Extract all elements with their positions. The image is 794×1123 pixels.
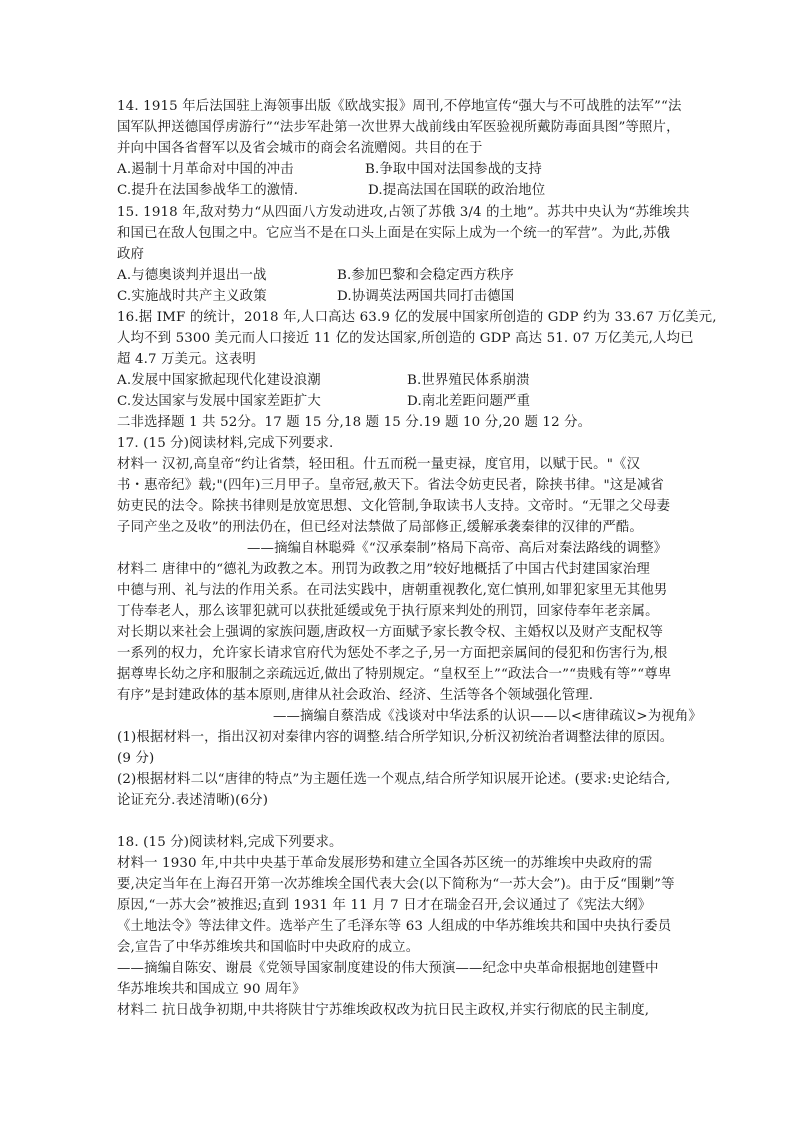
q15-stem-line-1: 15. 1918 年,敌对势力“从四面八方发动进攻,占领了苏俄 3/4 的土地”。苏共中央认为“苏维埃共 xyxy=(117,205,690,220)
q18-material-2-line-1: 材料二 抗日战争初期,中共将陕甘宁苏维埃政权改为抗日民主政权,并实行彻底的民主制度, xyxy=(117,1003,650,1018)
q15-option-a: A.与德奥谈判并退出一战 xyxy=(117,268,267,283)
q17-heading: 17. (15 分)阅读材料,完成下列要求. xyxy=(117,436,334,451)
q16-option-a: A.发展中国家掀起现代化建设浪潮 xyxy=(117,373,321,388)
q17-subquestion-2-cont: 论证充分.表述清晰)(6分) xyxy=(117,793,269,808)
q17-material-2-source: ——摘编自蔡浩成《浅谈对中华法系的认识——以<唐律疏议>为视角》 xyxy=(273,709,702,724)
q17-material-2-line-1: 材料二 唐律中的“德礼为政教之本。刑罚为政教之用”较好地概括了中国古代封建国家治理 xyxy=(117,562,650,577)
q14-stem-line-3: 并向中国各省督军以及省会城市的商会名流赠阅。共目的在于 xyxy=(117,141,483,156)
section-2-heading: 二非选择题 1 共 52分。17 题 15 分,18 题 15 分.19 题 10 分,20 题 12 分。 xyxy=(117,415,592,430)
q14-option-d: D.提高法国在国联的政治地位 xyxy=(368,183,546,198)
q17-material-1-line-1: 材料一 汉初,高皇帝“约让省禁，轻田租。什五而税一量吏禄，度官用，以赋于民。"《汉 xyxy=(117,457,641,472)
q14-option-b: B.争取中国对法国参战的支持 xyxy=(365,162,542,177)
q16-option-b: B.世界殖民体系崩溃 xyxy=(407,373,530,388)
q18-heading: 18. (15 分)阅读材料,完成下列要求。 xyxy=(117,835,343,850)
q17-subquestion-1-score: (9 分) xyxy=(117,751,155,766)
q17-material-1-line-2: 书・惠帝纪》载;"(四年)三月甲子。皇帝冠,赦天下。省法令妨吏民者，除挟书律。"这是减省 xyxy=(117,478,664,493)
q14-option-a: A.遏制十月革命对中国的冲击 xyxy=(117,162,294,177)
q18-material-1-line-2: 要,决定当年在上海召开第一次苏维埃全国代表大会(以下简称为“一苏大会”)。由于反“围剿”等 xyxy=(117,877,675,892)
q17-material-1-line-3: 妨吏民的法令。除挟书律则是放宽思想、文化管制,争取读书人支持。文帝时。“无罪之父母妻 xyxy=(117,499,671,514)
q15-stem-line-3: 政府 xyxy=(117,247,145,262)
q18-material-1-source-line-1: ——摘编自陈安、谢晨《党领导国家制度建设的伟大预演——纪念中央革命根据地创建暨中 xyxy=(117,961,659,976)
q15-stem-line-2: 和国已在敌人包围之中。它应当不是在口头上面是在实际上成为一个统一的军营”。为此,苏俄 xyxy=(117,226,671,241)
q17-subquestion-1: (1)根据材料一，指出汉初对秦律内容的调整.结合所学知识,分析汉初统治者调整法律的原因。 xyxy=(117,730,674,745)
q17-material-2-line-4: 对长期以来社会上强调的家族问题,唐政权一方面赋予家长教令权、主婚权以及财产支配权等 xyxy=(117,625,664,640)
q16-stem-line-2: 人均不到 5300 美元而人口接近 11 亿的发达国家,所创造的 GDP 高达 51. 07 万亿美元,人均已 xyxy=(117,331,694,346)
q15-option-d: D.协调英法两国共同打击德国 xyxy=(337,289,515,304)
q18-material-1-source-line-2: 华苏堆埃共和国成立 90 周年》 xyxy=(117,982,306,997)
q17-material-2-line-7: 有序”是封建政体的基本原则,唐律从社会政治、经济、生活等各个领域强化管理. xyxy=(117,688,594,703)
q16-option-c: C.发达国家与发展中国家差距扩大 xyxy=(117,394,321,409)
q18-material-1-line-1: 材料一 1930 年,中共中央基于革命发展形势和建立全国各苏区统一的苏维埃中央政府的需 xyxy=(117,856,653,871)
q17-subquestion-2: (2)根据材料二以“唐律的特点”为主题任选一个观点,结合所学知识展开论述。(要求:史论结合, xyxy=(117,772,671,787)
q14-stem-line-2: 国军队押送德国俘虏游行”“法步军赴第一次世界大战前线由军医验视所戴防毒面具图”等照片， xyxy=(117,120,680,135)
q16-stem-line-1: 16.据 IMF 的统计，2018 年,人口高达 63.9 亿的发展中国家所创造的 GDP 约为 33.67 万亿美元, xyxy=(117,310,717,325)
q18-material-1-line-3: 原因,“一苏大会”被推迟;直到 1931 年 11 月 7 日才在瑞金召开,会议通过了《宪法大纲》 xyxy=(117,898,652,913)
q17-material-2-line-2: 中德与刑、礼与法的作用关系。在司法实践中，唐朝重视教化,宽仁慎刑,如罪犯家里无其他男 xyxy=(117,583,668,598)
q17-material-1-source: ——摘编自林聪舜《“汉承秦制”格局下高帝、高后对秦法路线的调整》 xyxy=(247,541,668,556)
q18-material-1-line-5: 会,宣告了中华苏维埃共和国临时中央政府的成立。 xyxy=(117,940,420,955)
q15-option-c: C.实施战时共产主义政策 xyxy=(117,289,267,304)
q16-option-d: D.南北差距问题严重 xyxy=(407,394,531,409)
q17-material-2-line-6: 据尊卑长幼之序和服制之亲疏远近,做出了特别规定。“皇权至上”“政法合一”“贵贱有等”“尊卑 xyxy=(117,667,672,682)
q17-material-2-line-3: 丁侍奉老人，那么该罪犯就可以获批延缓或免于执行原来判处的刑罚，回家侍奉年老亲属。 xyxy=(117,604,659,619)
q14-stem-line-1: 14. 1915 年后法国驻上海领事出版《欧战实报》周刊,不停地宣传“强大与不可战胜的法军”“法 xyxy=(117,99,682,114)
q16-stem-line-3: 超 4.7 万美元。这表明 xyxy=(117,352,256,367)
q17-material-1-line-4: 子同产坐之及收”的刑法仍在，但已经对法禁做了局部修正,缓解承袭秦律的汉律的严酷。 xyxy=(117,520,643,535)
q15-option-b: B.参加巴黎和会稳定西方秩序 xyxy=(337,268,514,283)
q18-material-1-line-4: 《土地法令》等法律文件。选举产生了毛泽东等 63 人组成的中华苏维埃共和国中央执行委员 xyxy=(117,919,672,934)
q14-option-c: C.提升在法国参战华工的激情. xyxy=(117,183,299,198)
q17-material-2-line-5: 一系列的权力，允许家长请求官府代为惩处不孝之子,另一方面把亲属间的侵犯和伤害行为,根 xyxy=(117,646,668,661)
